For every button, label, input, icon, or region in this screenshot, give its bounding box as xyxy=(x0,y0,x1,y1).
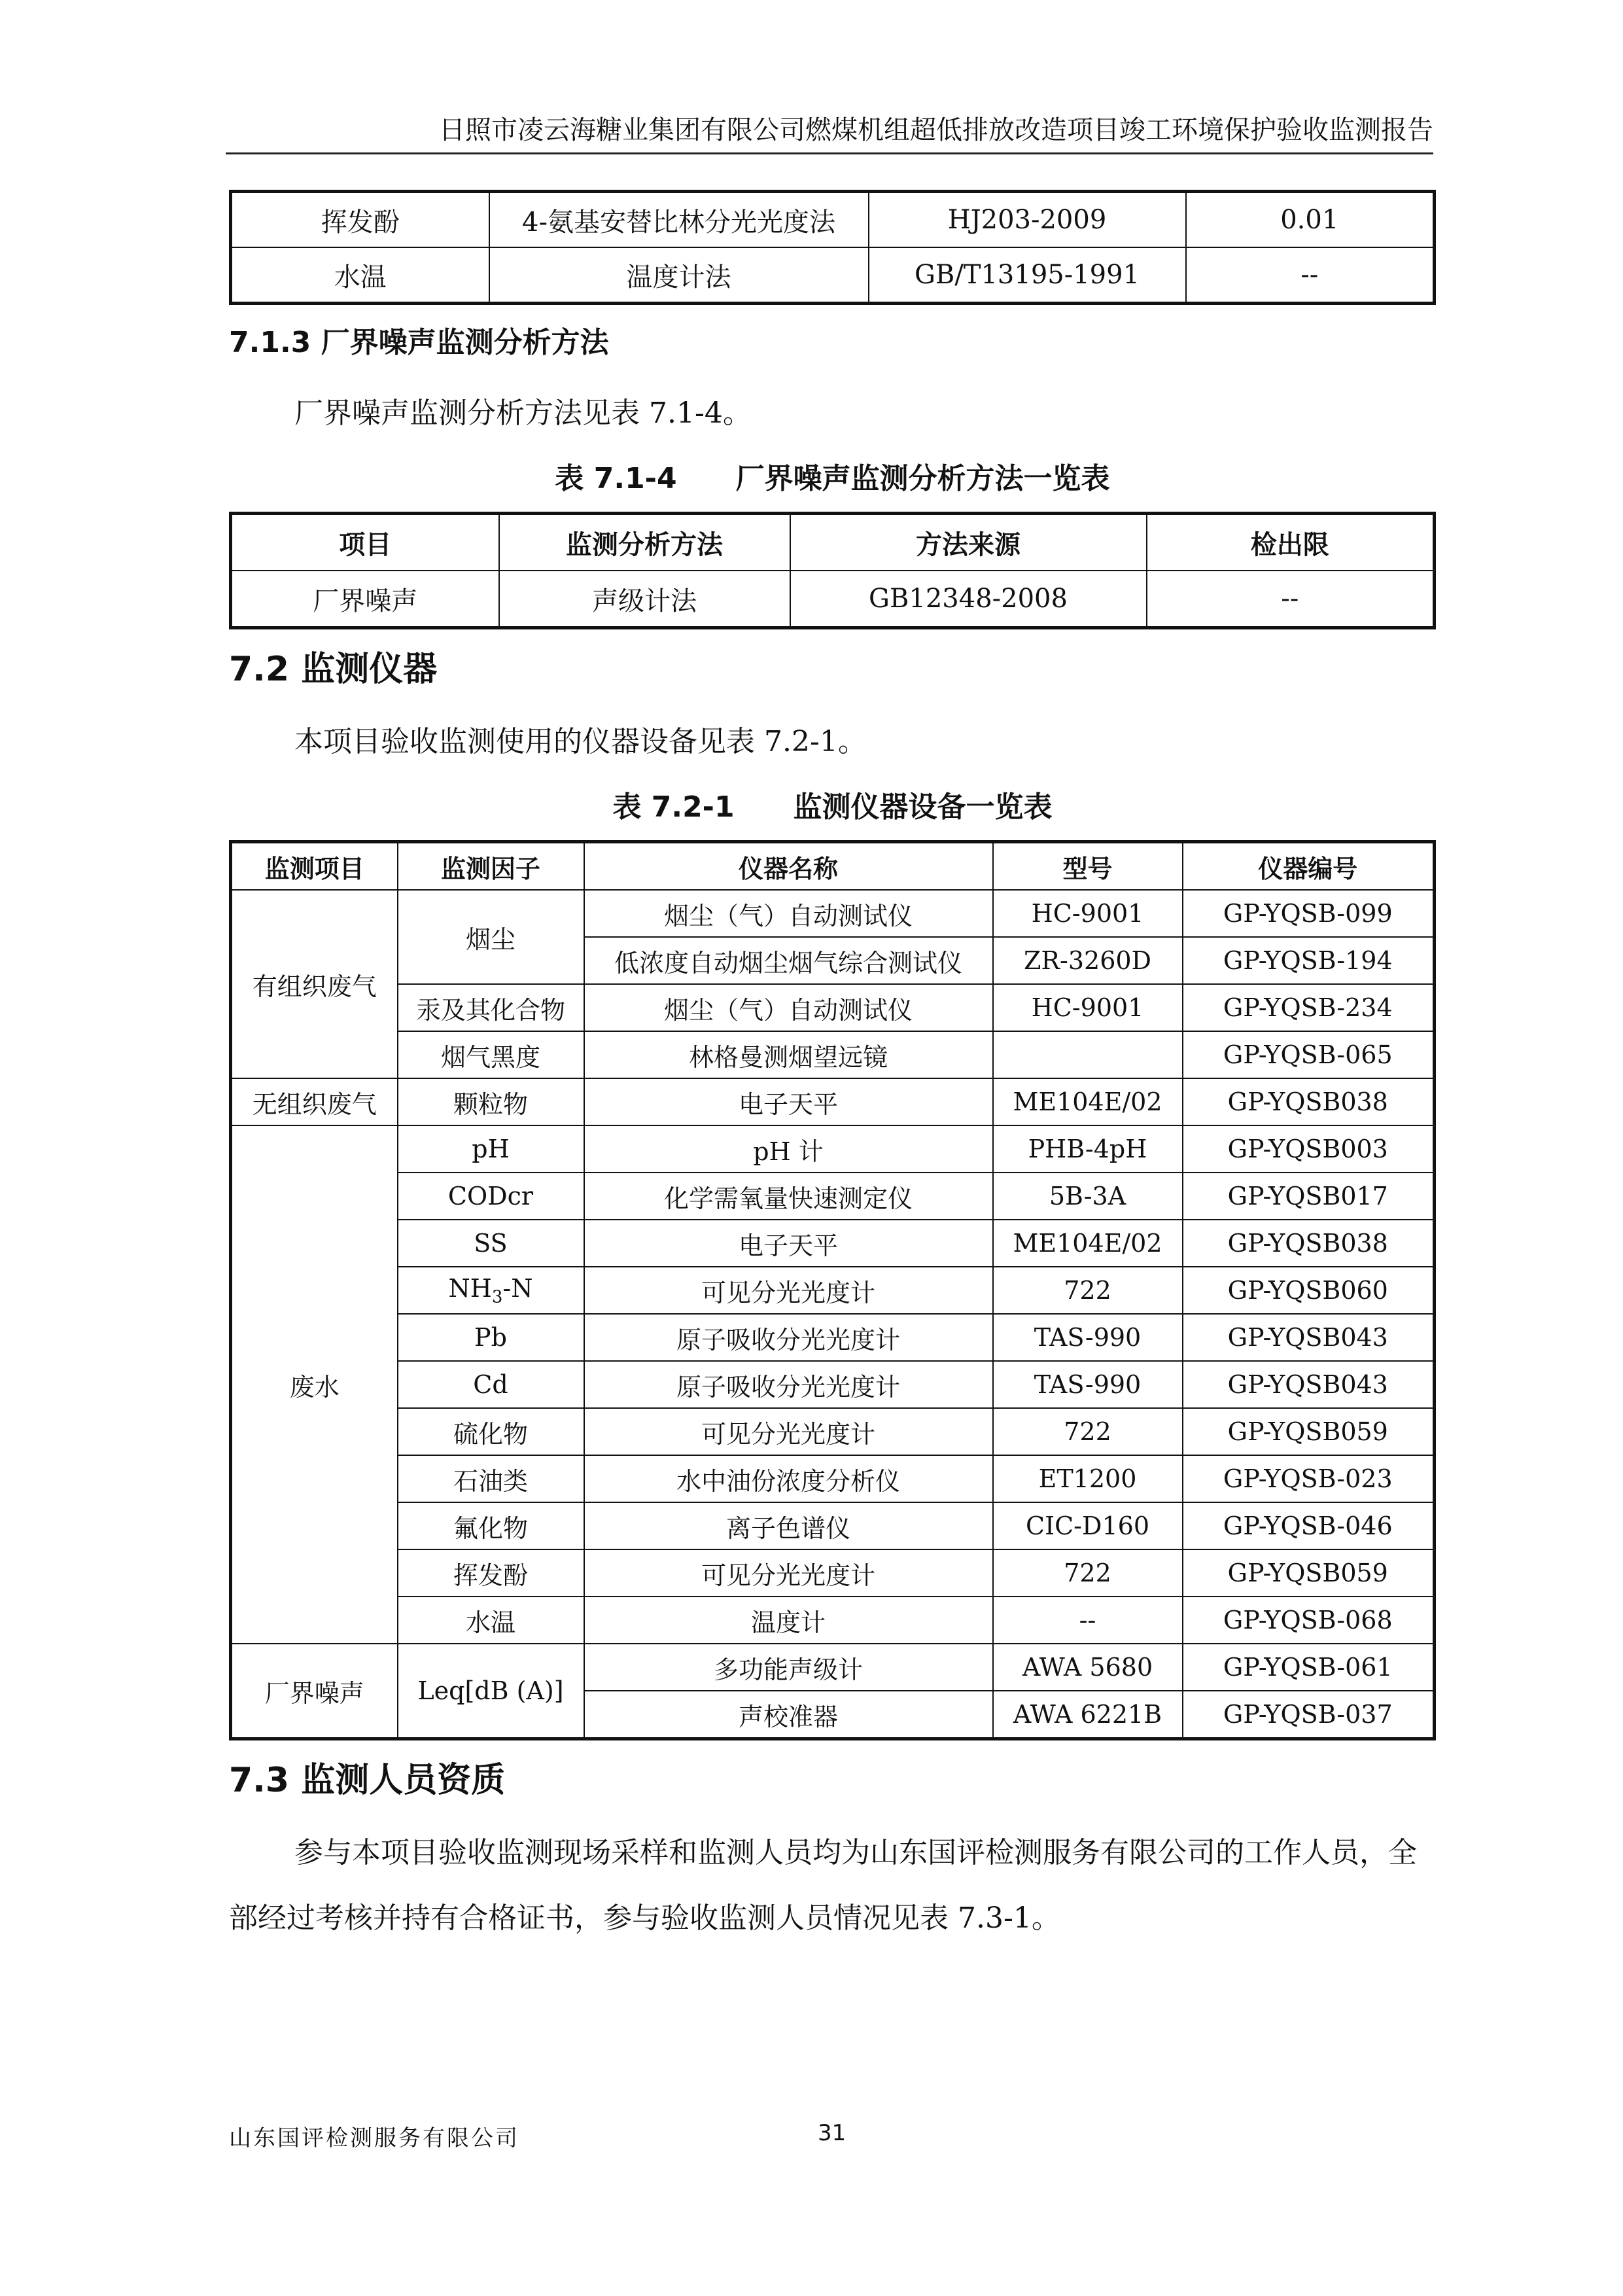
instrument-name: 水中油份浓度分析仪 xyxy=(584,1455,993,1502)
table-row xyxy=(231,1078,1435,1125)
instrument-name: 原子吸收分光光度计 xyxy=(584,1314,993,1361)
instrument-name: 电子天平 xyxy=(584,1220,993,1267)
instrument-id: GP-YQSB043 xyxy=(1183,1314,1435,1361)
instrument-model: 722 xyxy=(993,1267,1183,1314)
table-row xyxy=(231,1314,1435,1361)
instrument-model: TAS-990 xyxy=(993,1314,1183,1361)
factor-cell: Leq[dB (A)] xyxy=(398,1644,584,1739)
instrument-id: GP-YQSB-046 xyxy=(1183,1502,1435,1549)
instrument-model: AWA 6221B xyxy=(993,1691,1183,1739)
section-713-paragraph: 厂界噪声监测分析方法见表 7.1-4。 xyxy=(294,397,752,430)
instrument-model: 722 xyxy=(993,1549,1183,1597)
instrument-name: 可见分光光度计 xyxy=(584,1408,993,1455)
caption-title: 厂界噪声监测分析方法一览表 xyxy=(735,462,1110,495)
factor-cell: 颗粒物 xyxy=(398,1078,584,1125)
table-cell: GB12348-2008 xyxy=(790,571,1147,628)
section-heading-72: 7.2 监测仪器 xyxy=(229,650,438,689)
table-cell: 0.01 xyxy=(1186,192,1435,248)
table-header-row xyxy=(231,842,1435,891)
table-cell: -- xyxy=(1186,247,1435,304)
factor-cell: Pb xyxy=(398,1314,584,1361)
instrument-id: GP-YQSB043 xyxy=(1183,1361,1435,1408)
instrument-name: 林格曼测烟望远镜 xyxy=(584,1031,993,1078)
instrument-name: 烟尘（气）自动测试仪 xyxy=(584,890,993,937)
instrument-name: 可见分光光度计 xyxy=(584,1549,993,1597)
table-cell: 4-氨基安替比林分光光度法 xyxy=(489,192,869,248)
instrument-model: ME104E/02 xyxy=(993,1078,1183,1125)
instrument-model: CIC-D160 xyxy=(993,1502,1183,1549)
factor-cell: 石油类 xyxy=(398,1455,584,1502)
section-heading-713: 7.1.3 厂界噪声监测分析方法 xyxy=(229,326,609,359)
instrument-model: HC-9001 xyxy=(993,984,1183,1031)
continued-method-table xyxy=(229,190,1436,305)
factor-cell: 烟尘 xyxy=(398,890,584,984)
column-header: 仪器名称 xyxy=(584,842,993,891)
table-row xyxy=(231,1644,1435,1691)
instrument-name: 低浓度自动烟尘烟气综合测试仪 xyxy=(584,937,993,984)
factor-cell: 挥发酚 xyxy=(398,1549,584,1597)
instrument-name: 多功能声级计 xyxy=(584,1644,993,1691)
factor-text-tail: -N xyxy=(502,1273,533,1303)
instrument-name: 离子色谱仪 xyxy=(584,1502,993,1549)
instrument-id: GP-YQSB-099 xyxy=(1183,890,1435,937)
table-cell: GB/T13195-1991 xyxy=(869,247,1186,304)
table-cell: -- xyxy=(1147,571,1435,628)
factor-subscript: 3 xyxy=(491,1287,503,1307)
instrument-model xyxy=(993,1031,1183,1078)
group-cell: 废水 xyxy=(231,1125,398,1644)
factor-cell: 硫化物 xyxy=(398,1408,584,1455)
instrument-id: GP-YQSB038 xyxy=(1183,1220,1435,1267)
group-cell: 无组织废气 xyxy=(231,1078,398,1125)
instrument-model: TAS-990 xyxy=(993,1361,1183,1408)
instrument-id: GP-YQSB038 xyxy=(1183,1078,1435,1125)
instrument-model: ME104E/02 xyxy=(993,1220,1183,1267)
table-row xyxy=(231,1173,1435,1220)
noise-method-table xyxy=(229,512,1436,629)
instrument-name: 声校准器 xyxy=(584,1691,993,1739)
group-cell: 有组织废气 xyxy=(231,890,398,1078)
instrument-id: GP-YQSB017 xyxy=(1183,1173,1435,1220)
instrument-model: ZR-3260D xyxy=(993,937,1183,984)
table-caption-721 xyxy=(229,775,1436,840)
table-row xyxy=(231,890,1435,937)
section-72-paragraph: 本项目验收监测使用的仪器设备见表 7.2-1。 xyxy=(294,725,867,758)
instrument-name: 烟尘（气）自动测试仪 xyxy=(584,984,993,1031)
column-header: 项目 xyxy=(231,514,499,571)
factor-cell: Cd xyxy=(398,1361,584,1408)
instrument-table xyxy=(229,840,1436,1740)
instrument-model: AWA 5680 xyxy=(993,1644,1183,1691)
table-cell: 温度计法 xyxy=(489,247,869,304)
column-header: 方法来源 xyxy=(790,514,1147,571)
table-caption-714 xyxy=(229,446,1436,512)
instrument-id: GP-YQSB-068 xyxy=(1183,1597,1435,1644)
caption-number: 表 7.1-4 xyxy=(555,462,677,495)
group-cell: 厂界噪声 xyxy=(231,1644,398,1739)
table-row xyxy=(231,1031,1435,1078)
instrument-name: pH 计 xyxy=(584,1125,993,1173)
table-row xyxy=(231,984,1435,1031)
section-heading-73: 7.3 监测人员资质 xyxy=(229,1761,506,1800)
factor-cell xyxy=(398,1267,584,1314)
report-header xyxy=(226,108,1433,154)
factor-cell: SS xyxy=(398,1220,584,1267)
table-row xyxy=(231,1220,1435,1267)
instrument-name: 电子天平 xyxy=(584,1078,993,1125)
instrument-name: 可见分光光度计 xyxy=(584,1267,993,1314)
instrument-id: GP-YQSB-037 xyxy=(1183,1691,1435,1739)
column-header: 监测因子 xyxy=(398,842,584,891)
factor-cell: CODcr xyxy=(398,1173,584,1220)
factor-cell: 水温 xyxy=(398,1597,584,1644)
instrument-id: GP-YQSB-061 xyxy=(1183,1644,1435,1691)
footer-company: 山东国评检测服务有限公司 xyxy=(229,2125,519,2151)
column-header: 型号 xyxy=(993,842,1183,891)
table-cell: HJ203-2009 xyxy=(869,192,1186,248)
table-cell: 挥发酚 xyxy=(231,192,489,248)
instrument-model: 5B-3A xyxy=(993,1173,1183,1220)
column-header: 监测项目 xyxy=(231,842,398,891)
column-header: 检出限 xyxy=(1147,514,1435,571)
table-row xyxy=(231,1125,1435,1173)
section-73-paragraph: 参与本项目验收监测现场采样和监测人员均为山东国评检测服务有限公司的工作人员，全部经过考核并持有合格证书，参与验收监测人员情况见表 7.3-1。 xyxy=(229,1836,1417,1935)
table-cell: 厂界噪声 xyxy=(231,571,499,628)
instrument-name: 温度计 xyxy=(584,1597,993,1644)
table-header-row xyxy=(231,514,1435,571)
table-row xyxy=(231,1361,1435,1408)
instrument-id: GP-YQSB003 xyxy=(1183,1125,1435,1173)
factor-text: NH xyxy=(448,1273,492,1303)
column-header: 监测分析方法 xyxy=(499,514,790,571)
instrument-id: GP-YQSB-194 xyxy=(1183,937,1435,984)
table-row xyxy=(231,192,1435,248)
table-row xyxy=(231,1455,1435,1502)
caption-title: 监测仪器设备一览表 xyxy=(793,790,1053,824)
table-row xyxy=(231,1408,1435,1455)
table-row xyxy=(231,247,1435,304)
table-row xyxy=(231,1267,1435,1314)
caption-number: 表 7.2-1 xyxy=(612,790,735,824)
instrument-model: 722 xyxy=(993,1408,1183,1455)
instrument-id: GP-YQSB-065 xyxy=(1183,1031,1435,1078)
column-header: 仪器编号 xyxy=(1183,842,1435,891)
instrument-model: ET1200 xyxy=(993,1455,1183,1502)
instrument-id: GP-YQSB059 xyxy=(1183,1408,1435,1455)
instrument-id: GP-YQSB-234 xyxy=(1183,984,1435,1031)
page-number: 31 xyxy=(818,2120,846,2146)
table-row xyxy=(231,1502,1435,1549)
instrument-id: GP-YQSB060 xyxy=(1183,1267,1435,1314)
header-title: 日照市凌云海糖业集团有限公司燃煤机组超低排放改造项目竣工环境保护验收监测报告 xyxy=(439,115,1433,145)
factor-cell: 烟气黑度 xyxy=(398,1031,584,1078)
factor-cell: 氟化物 xyxy=(398,1502,584,1549)
table-row xyxy=(231,1597,1435,1644)
table-row xyxy=(231,1549,1435,1597)
factor-cell: pH xyxy=(398,1125,584,1173)
instrument-model: PHB-4pH xyxy=(993,1125,1183,1173)
instrument-model: HC-9001 xyxy=(993,890,1183,937)
instrument-name: 原子吸收分光光度计 xyxy=(584,1361,993,1408)
instrument-id: GP-YQSB-023 xyxy=(1183,1455,1435,1502)
factor-cell: 汞及其化合物 xyxy=(398,984,584,1031)
instrument-model: -- xyxy=(993,1597,1183,1644)
table-cell: 水温 xyxy=(231,247,489,304)
instrument-name: 化学需氧量快速测定仪 xyxy=(584,1173,993,1220)
instrument-id: GP-YQSB059 xyxy=(1183,1549,1435,1597)
table-row xyxy=(231,571,1435,628)
table-cell: 声级计法 xyxy=(499,571,790,628)
page-content xyxy=(229,190,1436,1951)
